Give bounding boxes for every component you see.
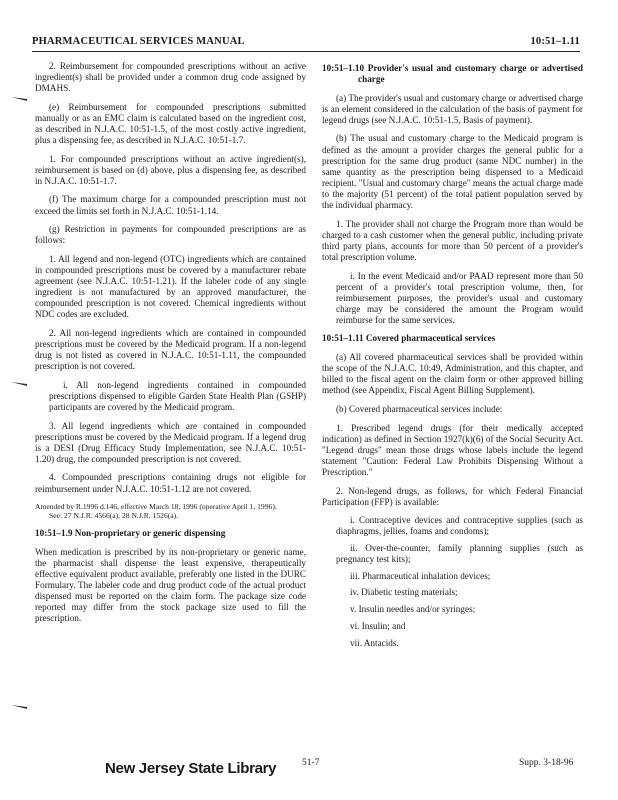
- list-item: iv. Diabetic testing materials;: [350, 587, 458, 598]
- amendment-note: [35, 502, 306, 520]
- page-header: [32, 35, 580, 52]
- list-item: i. Contraceptive devices and contraceptive supplies (such as diaphragms, jellies, foams and condoms);: [336, 515, 583, 537]
- section-1-10-b-1: 1. The provider shall not charge the Program more than would be charged to a cash customer when the general public, including private third party plans, accounts for more than 50 percent of a provider's total prescription volume.: [322, 218, 583, 262]
- paragraph-g: (g) Restriction in payments for compounded prescriptions are as follows:: [35, 224, 306, 246]
- list-item: iii. Pharmaceutical inhalation devices;: [350, 570, 491, 581]
- manual-title: PHARMACEUTICAL SERVICES MANUAL: [32, 36, 245, 47]
- paragraph-g-3: 3. All legend ingredients which are contained in compounded prescriptions must be covered by the Medicaid program. If a legend drug is a DESI (Drug Efficacy Study Implementation, see N.J.A.C. 10:51-1.20) drug, the compounded prescription is not covered.: [35, 420, 306, 464]
- right-column: [322, 61, 583, 654]
- revision-mark-icon: [10, 704, 28, 710]
- paragraph-g-2: 2. All non-legend ingredients which are contained in compounded prescriptions must be covered by the Medicaid program. If a non-legend drug is not listed as covered in N.J.A.C. 10:51-1.11, the compounded prescription is not covered.: [35, 327, 306, 372]
- paragraph-e-1: 1. For compounded prescriptions without an active ingredient(s), reimbursement is based on (d) above, plus a dispensing fee, as described in N.J.A.C. 10:51-1.7.: [35, 153, 306, 186]
- section-1-11-b-1: 1. Prescribed legend drugs (for their medically accepted indication) as defined in Section 1927(k)(6) of the Social Security Act. "Legend drugs" mean those drugs whose labels include the legend statement "Caution: Federal Law Prohibits Dispensing Without a Prescription.": [322, 422, 583, 477]
- section-1-9-body: When medication is prescribed by its non-proprietary or generic name, the pharmacist shall dispense the least expensive, therapeutically effective equivalent product available, preferably one listed in the DURC Formulary. The labeler code and drug product code of the actual product dispensed must be reported on the claim form. The package size code reported may differ from the stock package size used to fill the prescription.: [35, 546, 306, 624]
- section-1-10-a: (a) The provider's usual and customary charge or advertised charge is an element considered in the calculation of the basis of payment for legend drugs (see N.J.A.C. 10:51-1.5, Basis of payment).: [322, 92, 583, 125]
- revision-mark-icon: [10, 381, 28, 387]
- amendment-line-2: See: 27 N.J.R. 4566(a), 28 N.J.R. 1526(a).: [49, 511, 179, 521]
- paragraph-f: (f) The maximum charge for a compounded prescription must not exceed the limits set forth in N.J.A.C. 10:51-1.14.: [35, 194, 306, 216]
- section-1-11-heading: 10:51–1.11 Covered pharmaceutical services: [322, 333, 496, 344]
- section-1-11-b-2: 2. Non-legend drugs, as follows, for which Federal Financial Participation (FFP) is available:: [322, 485, 583, 507]
- left-column: [35, 61, 306, 632]
- section-1-10-b-1-i: i. In the event Medicaid and/or PAAD represent more than 50 percent of a provider's total prescription volume, then, for reimbursement purposes, the provider's usual and customary charge may be considered the amount the Program would reimburse for the same services.: [336, 270, 583, 325]
- section-1-9-heading: 10:51–1.9 Non-proprietary or generic dispensing: [35, 528, 226, 539]
- amendment-line-1: Amended by R.1996 d.146, effective March 18, 1996 (operative April 1, 1996).: [35, 502, 277, 512]
- section-range: 10:51–1.11: [530, 36, 580, 47]
- section-1-11-b: (b) Covered pharmaceutical services include:: [336, 403, 503, 414]
- list-item: ii. Over-the-counter, family planning supplies (such as pregnancy test kits);: [336, 542, 583, 565]
- supplement-date: Supp. 3-18-96: [519, 758, 574, 768]
- revision-mark-icon: [10, 96, 28, 102]
- paragraph-g-1: 1. All legend and non-legend (OTC) ingredients which are contained in compounded prescriptions must be covered by a manufacturer rebate agreement (see N.J.A.C. 10:51-1.21). If the labeler code of any single ingredient is not manufactured by an approved manufacturer, the compounded prescription is not covered. Chemical ingredients without NDC codes are excluded.: [35, 253, 306, 320]
- list-item: vii. Antacids.: [350, 637, 399, 648]
- list-item: vi. Insulin; and: [350, 620, 406, 631]
- paragraph-g-4: 4. Compounded prescriptions containing drugs not eligible for reimbursement under N.J.A.C. 10:51-1.12 are not covered.: [35, 472, 306, 494]
- library-stamp: New Jersey State Library: [105, 760, 277, 777]
- section-1-10-b: (b) The usual and customary charge to the Medicaid program is defined as the amount a provider charges the general public for a prescription for the same drug product (same NDC number) in the same quantity as the prescription being dispensed to a Medicaid recipient. "Usual and customary charge" means the actual charge made to the majority (51 percent) of the total patient population served by the individual pharmacy.: [322, 133, 583, 211]
- paragraph-d-2: 2. Reimbursement for compounded prescriptions without an active ingredient(s) shall be provided under a common drug code assigned by DMAHS.: [35, 61, 306, 94]
- paragraph-g-2-i: i. All non-legend ingredients contained in compounded prescriptions dispensed to eligible Garden State Health Plan (GSHP) participants are covered by the Medicaid program.: [49, 379, 306, 412]
- section-1-10-heading: 10:51–1.10 Provider's usual and customary charge or advertised charge: [322, 63, 583, 85]
- page-number: 51-7: [302, 758, 320, 768]
- paragraph-e: (e) Reimbursement for compounded prescriptions submitted manually or as an EMC claim is calculated based on the ingredient cost, as described in N.J.A.C. 10:51-1.5, of the most costly active ingredient, plus a dispensing fee, as described in N.J.A.C. 10:51-1.7.: [35, 101, 306, 146]
- list-item: v. Insulin needles and/or syringes;: [350, 604, 476, 615]
- section-1-11-a: (a) All covered pharmaceutical services shall be provided within the scope of the N.J.A.C. 10:49, Administration, and this chapter, and billed to the fiscal agent on the claim form or other approved billing method (see Appendix, Fiscal Agent Billing Supplement).: [322, 352, 583, 396]
